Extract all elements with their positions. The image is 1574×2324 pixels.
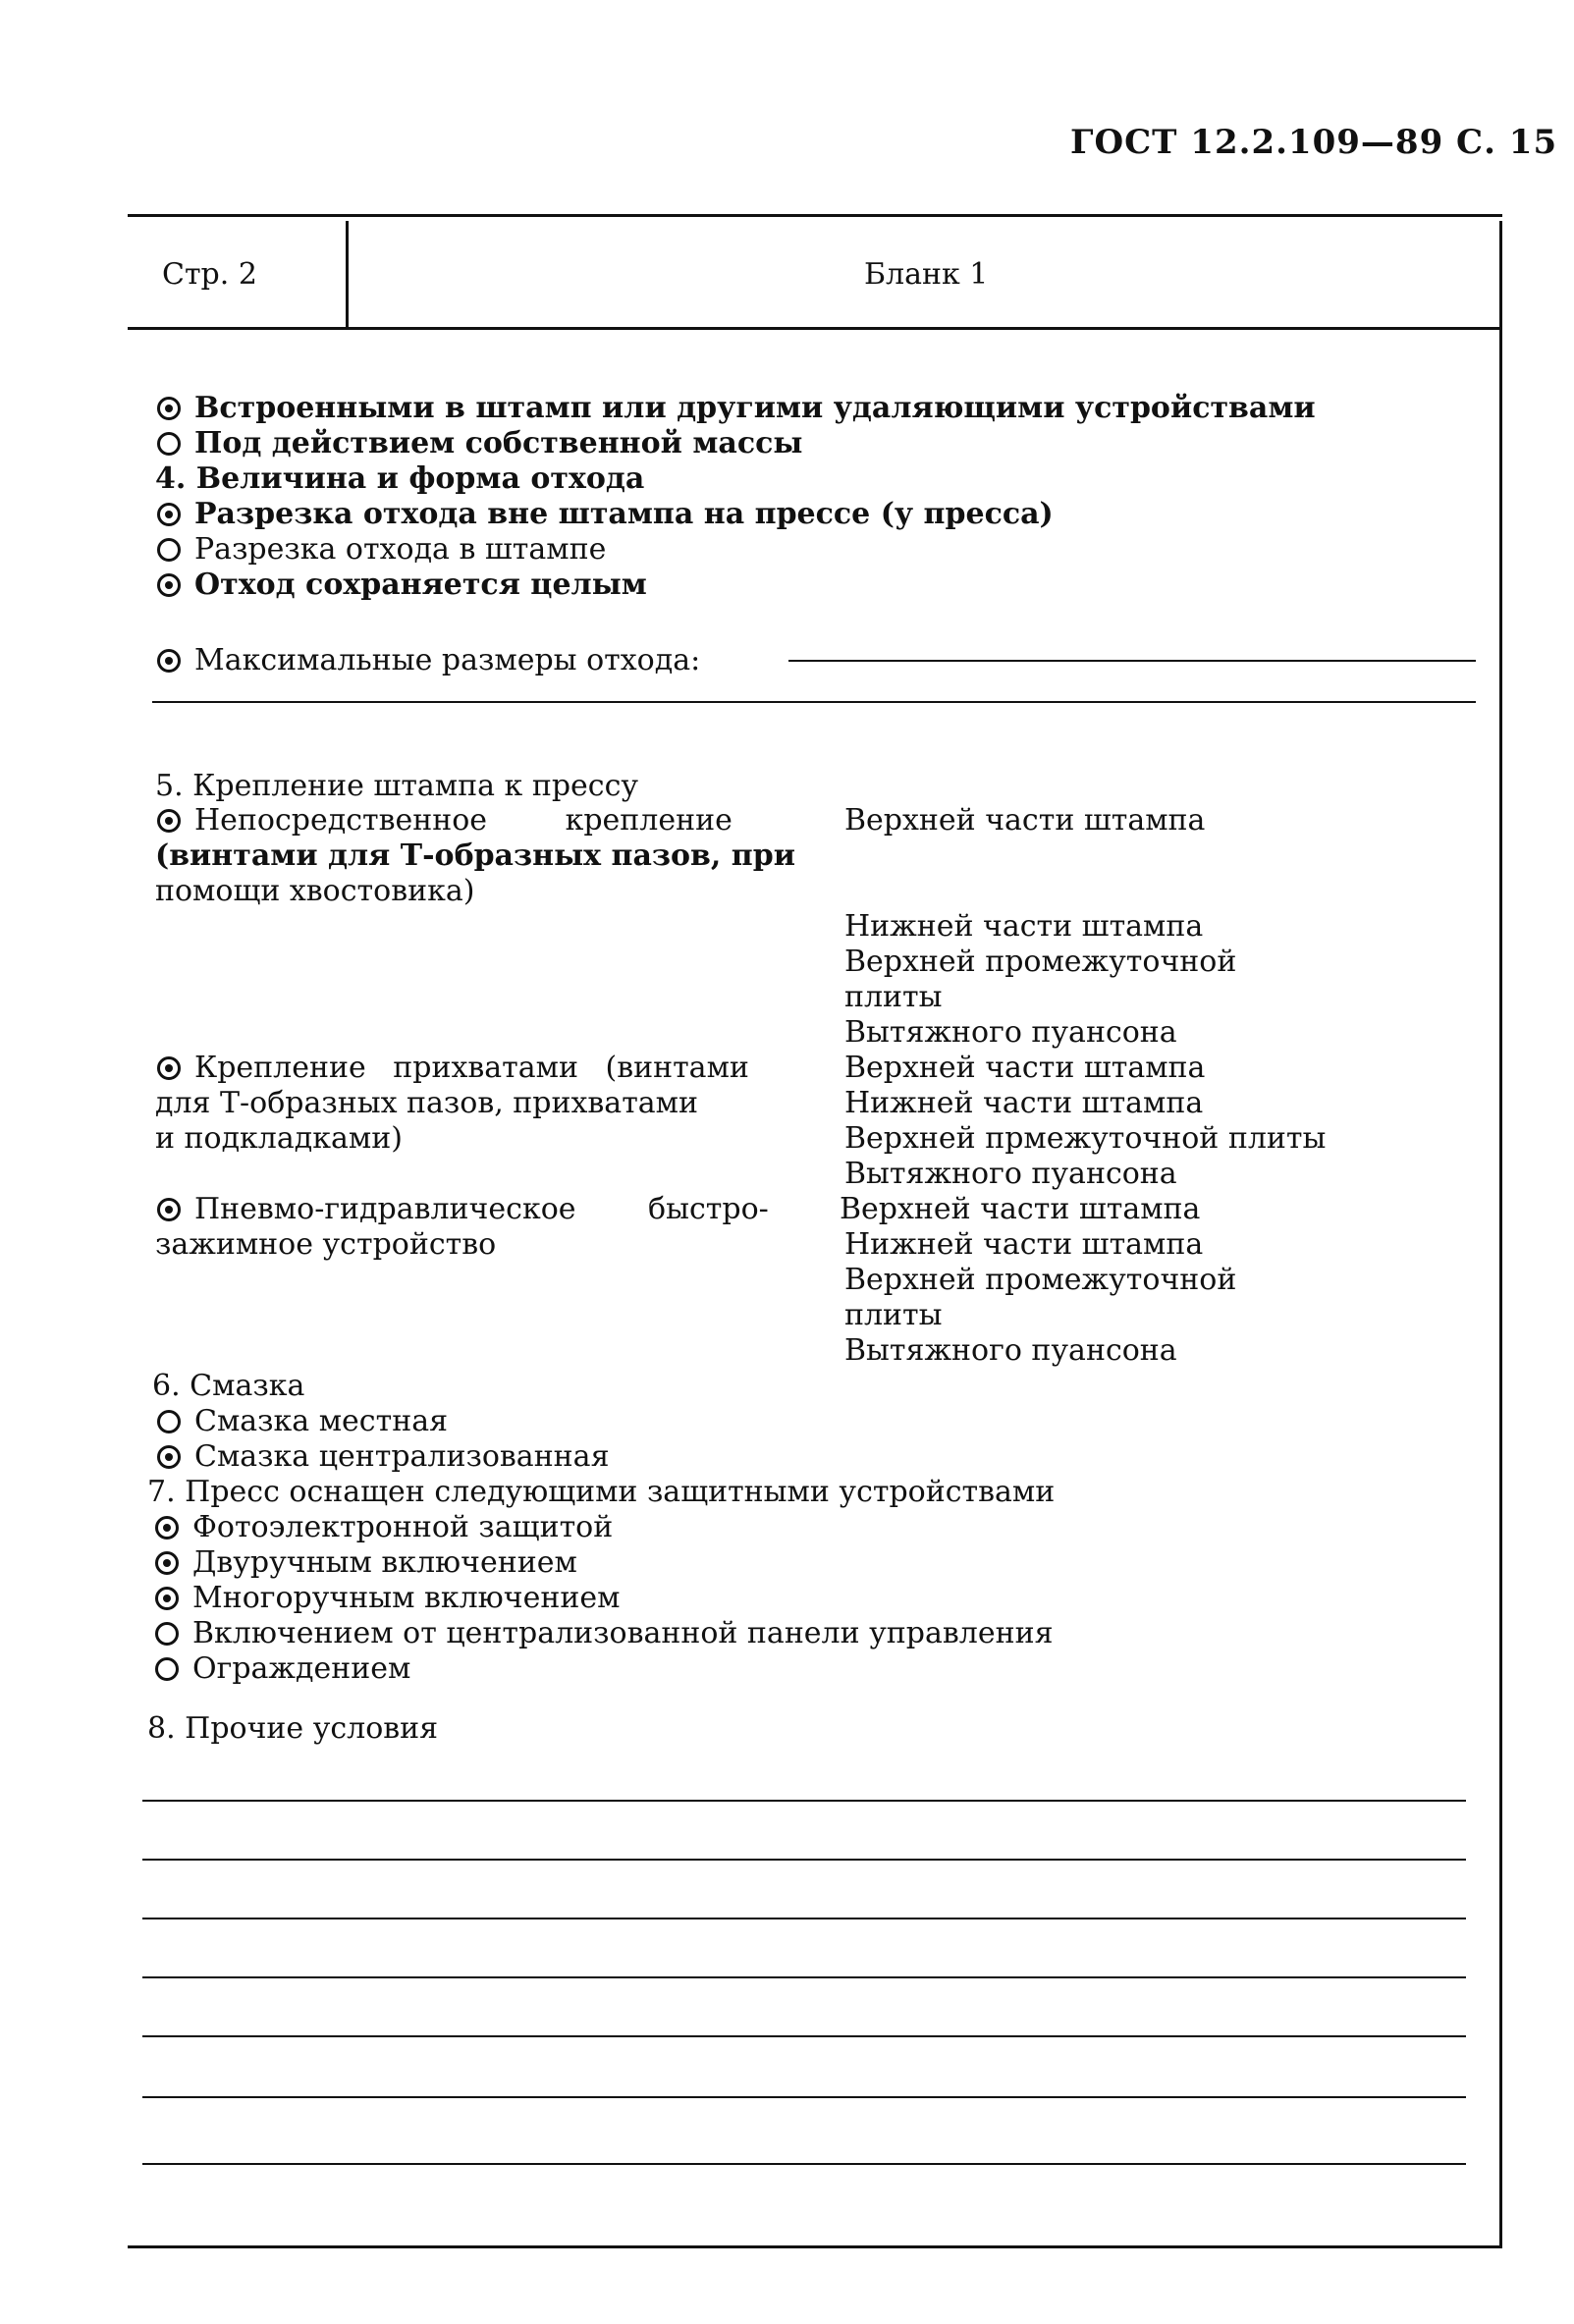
- option-label: Двуручным включением: [192, 1545, 577, 1580]
- section-5-title: 5. Крепление штампа к прессу: [155, 769, 639, 803]
- section-4-title: 4. Величина и форма отхода: [155, 461, 645, 496]
- option-label: Непосредственное крепление: [194, 803, 733, 838]
- option-label: Смазка местная: [194, 1404, 449, 1438]
- table-right-border: [1499, 221, 1502, 2245]
- option-direct-mount: [157, 803, 733, 838]
- option-direct-mount-line2: (винтами для Т-образных пазов, при: [155, 838, 795, 873]
- die-part: Верхней промежуточной: [844, 1263, 1237, 1297]
- die-part: Нижней части штампа: [844, 1227, 1204, 1262]
- fill-line: [142, 2035, 1466, 2037]
- radio-marked-icon: [157, 573, 181, 597]
- radio-empty-icon: [155, 1657, 179, 1681]
- radio-marked-icon: [157, 1445, 181, 1469]
- die-part: плиты: [844, 1298, 943, 1332]
- option-clamp-mount: [157, 1051, 749, 1086]
- option-label: Ограждением: [192, 1651, 411, 1686]
- option-central-panel: [155, 1616, 1054, 1651]
- die-part: Вытяжного пуансона: [844, 1157, 1177, 1191]
- table-column-divider: [346, 221, 349, 327]
- option-own-weight: [157, 426, 802, 461]
- option-built-in-removal: [157, 391, 1316, 426]
- fill-line: [142, 1976, 1466, 1978]
- option-label: Под действием собственной массы: [194, 426, 803, 460]
- die-part: Верхней промежуточной: [844, 945, 1237, 979]
- fill-line: [142, 2096, 1466, 2098]
- die-part: Вытяжного пуансона: [844, 1015, 1177, 1050]
- radio-marked-icon: [157, 809, 181, 833]
- option-label: Разрезка отхода вне штампа на прессе (у пресса): [194, 497, 1054, 531]
- die-part: Верхней прмежуточной плиты: [844, 1121, 1327, 1156]
- option-direct-mount-line3: помощи хвостовика): [155, 874, 475, 908]
- max-size-fill-line: [788, 660, 1476, 662]
- radio-empty-icon: [155, 1622, 179, 1646]
- radio-marked-icon: [157, 397, 181, 420]
- section-divider: [152, 701, 1476, 703]
- gost-reference: ГОСТ 12.2.109—89 С. 15: [1070, 123, 1558, 162]
- form-title-cell: Бланк 1: [864, 257, 989, 292]
- option-clamp-mount-line3: и подкладками): [155, 1121, 403, 1156]
- table-header-divider: [128, 327, 1502, 330]
- option-label: Отход сохраняется целым: [194, 567, 647, 602]
- radio-marked-icon: [155, 1551, 179, 1575]
- die-part: Верхней части штампа: [844, 803, 1206, 838]
- option-cut-in-die: [157, 532, 606, 567]
- option-pneumo-hydraulic: [157, 1192, 769, 1227]
- option-label: Пневмо-гидравлическое быстро-: [194, 1192, 769, 1226]
- option-label: Фотоэлектронной защитой: [192, 1510, 614, 1544]
- table-top-border: [128, 214, 1502, 217]
- fill-line: [142, 1859, 1466, 1861]
- table-bottom-border: [128, 2245, 1502, 2248]
- die-part: Верхней части штампа: [844, 1051, 1206, 1085]
- option-central-lubrication: [157, 1439, 610, 1475]
- die-part: Нижней части штампа: [844, 1086, 1204, 1120]
- section-7-title: 7. Пресс оснащен следующими защитными устройствами: [147, 1475, 1056, 1509]
- radio-marked-icon: [155, 1587, 179, 1610]
- radio-marked-icon: [157, 649, 181, 673]
- option-guarding: [155, 1651, 410, 1687]
- option-local-lubrication: [157, 1404, 448, 1439]
- option-two-hand: [155, 1545, 577, 1581]
- radio-empty-icon: [157, 1410, 181, 1433]
- option-label: Встроенными в штамп или другими удаляющими устройствами: [194, 391, 1316, 425]
- radio-marked-icon: [157, 1198, 181, 1221]
- option-label: Смазка централизованная: [194, 1439, 610, 1474]
- option-label: Разрезка отхода в штампе: [194, 532, 607, 567]
- option-label: Максимальные размеры отхода:: [194, 643, 701, 677]
- fill-line: [142, 1800, 1466, 1802]
- die-part: Вытяжного пуансона: [844, 1333, 1177, 1368]
- option-label: Включением от централизованной панели управления: [192, 1616, 1054, 1650]
- radio-marked-icon: [155, 1516, 179, 1540]
- option-clamp-mount-line2: для Т-образных пазов, прихватами: [155, 1086, 699, 1120]
- option-kept-whole: [157, 567, 647, 603]
- die-part: Нижней части штампа: [844, 909, 1204, 944]
- option-max-size: [157, 643, 700, 678]
- option-pneumo-hydraulic-line2: зажимное устройство: [155, 1227, 497, 1262]
- die-part: плиты: [844, 980, 943, 1014]
- option-multi-hand: [155, 1581, 620, 1616]
- die-part: Верхней части штампа: [840, 1192, 1201, 1226]
- option-photoelectric: [155, 1510, 613, 1545]
- option-label: Многоручным включением: [192, 1581, 621, 1615]
- fill-line: [142, 2163, 1466, 2165]
- radio-marked-icon: [157, 503, 181, 526]
- fill-line: [142, 1918, 1466, 1919]
- radio-marked-icon: [157, 1056, 181, 1080]
- option-label: Крепление прихватами (винтами: [194, 1051, 749, 1085]
- section-6-title: 6. Смазка: [152, 1369, 305, 1403]
- section-8-title: 8. Прочие условия: [147, 1711, 439, 1746]
- radio-empty-icon: [157, 538, 181, 562]
- option-cut-outside: [157, 497, 1054, 532]
- page-number-cell: Стр. 2: [162, 257, 257, 292]
- radio-empty-icon: [157, 432, 181, 456]
